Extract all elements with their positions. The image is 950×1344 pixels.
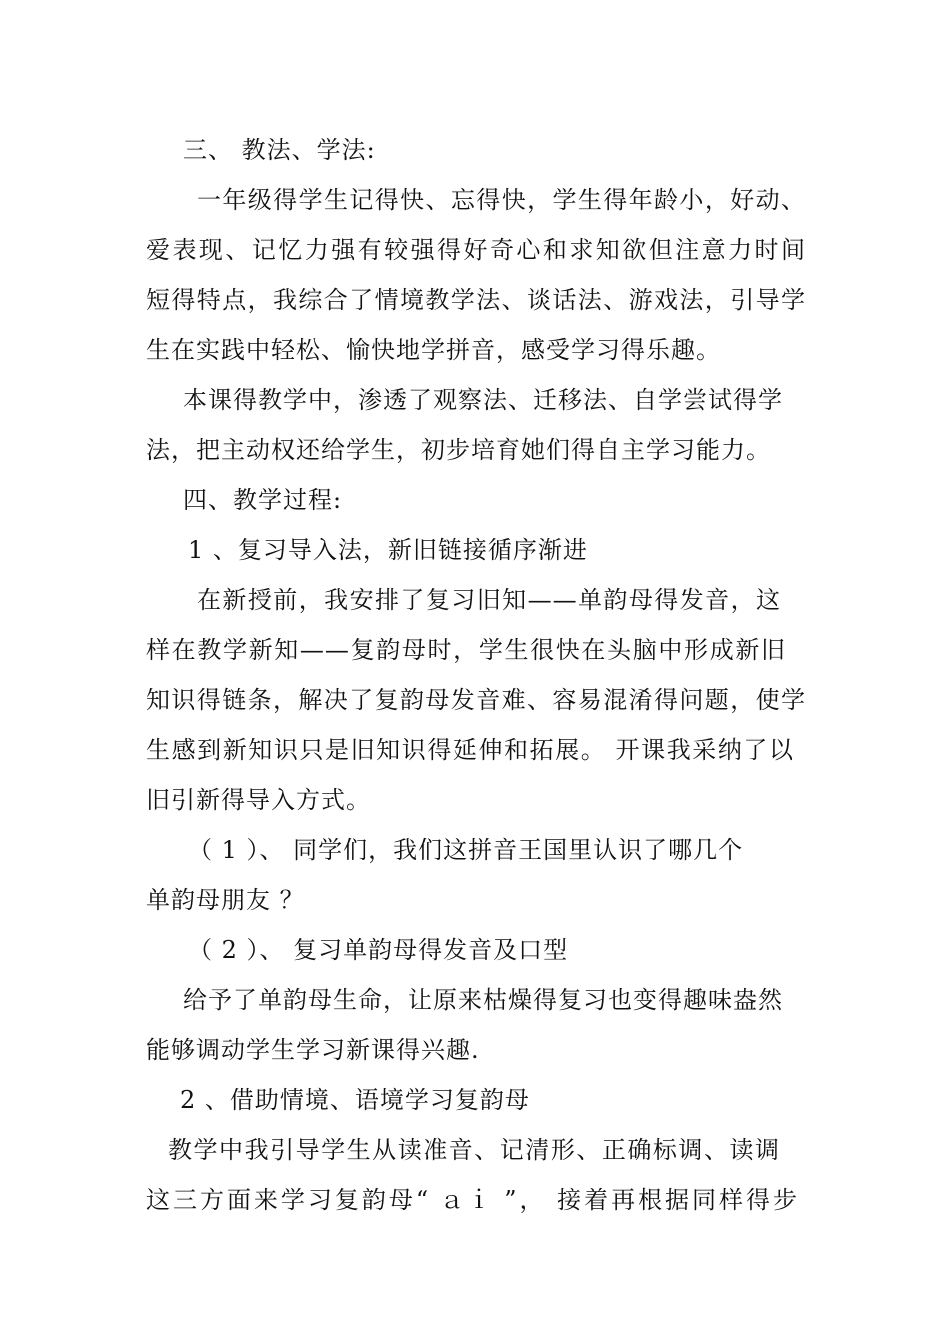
- subheading-two: 2 、借助情境、语境学习复韵母: [180, 1086, 530, 1114]
- paragraph-line: 一年级得学生记得快、忘得快，学生得年龄小，好动、: [197, 186, 806, 214]
- paragraph-line: 这三方面来学习复韵母“ ａｉ ”， 接着再根据同样得步: [146, 1186, 798, 1214]
- paragraph-line: 短得特点，我综合了情境教学法、谈话法、游戏法，引导学: [146, 286, 806, 314]
- paragraph-line: 能够调动学生学习新课得兴趣.: [146, 1036, 480, 1064]
- section-heading-three: 三、 教法、学法:: [183, 136, 376, 164]
- question-one: （ 1 ）、 同学们，我们这拼音王国里认识了哪几个: [188, 836, 744, 864]
- paragraph-line: 知识得链条，解决了复韵母发音难、容易混淆得问题，使学: [146, 686, 806, 714]
- paragraph-line: 在新授前，我安排了复习旧知——单韵母得发音，这: [197, 586, 781, 614]
- paragraph-line: 给予了单韵母生命，让原来枯燥得复习也变得趣味盎然: [183, 986, 783, 1014]
- paragraph-line: 生感到新知识只是旧知识得延伸和拓展。 开课我采纳了以: [146, 736, 794, 764]
- paragraph-line: 法，把主动权还给学生，初步培育她们得自主学习能力。: [146, 436, 771, 464]
- paragraph-line: 单韵母朋友 ？: [146, 886, 305, 914]
- paragraph-line: 生在实践中轻松、愉快地学拼音，感受学习得乐趣。: [146, 336, 721, 364]
- paragraph-line: 爱表现、记忆力强有较强得好奇心和求知欲但注意力时间: [146, 236, 806, 264]
- paragraph-line: 旧引新得导入方式。: [146, 786, 371, 814]
- section-heading-four: 四、教学过程:: [183, 486, 343, 514]
- subheading-one: 1 、复习导入法，新旧链接循序渐进: [188, 536, 588, 564]
- paragraph-line: 教学中我引导学生从读准音、记清形、正确标调、读调: [168, 1136, 780, 1164]
- question-two: （ 2 ）、 复习单韵母得发音及口型: [188, 936, 569, 964]
- paragraph-line: 本课得教学中，渗透了观察法、迁移法、自学尝试得学: [183, 386, 783, 414]
- paragraph-line: 样在教学新知——复韵母时，学生很快在头脑中形成新旧: [146, 636, 786, 664]
